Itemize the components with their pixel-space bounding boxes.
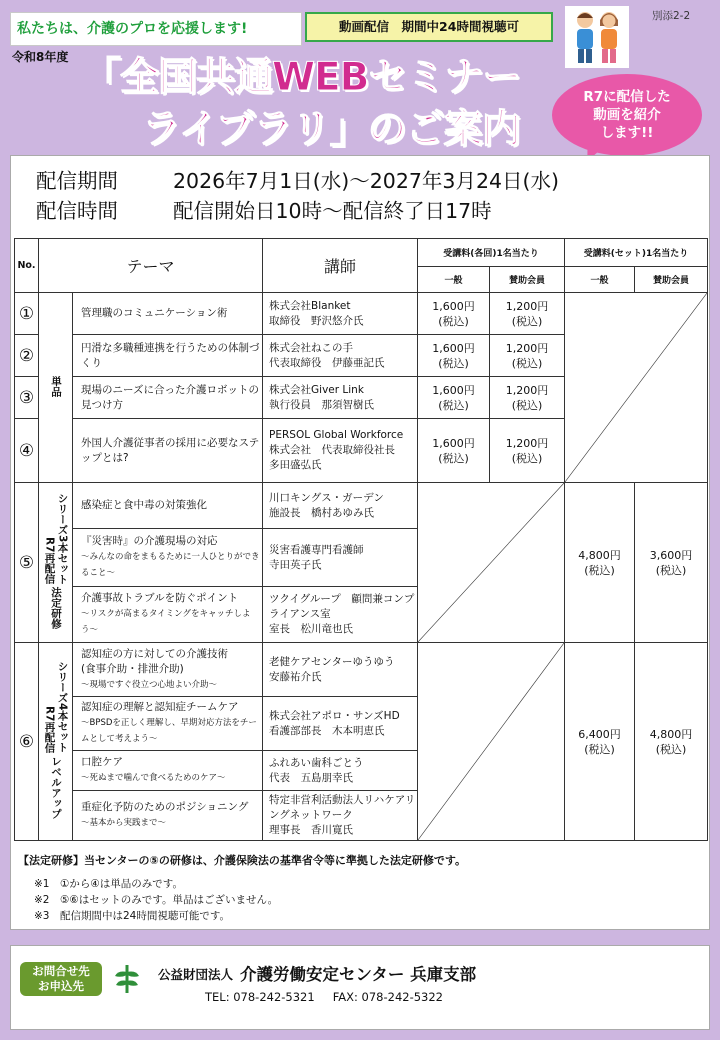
- theme-cell: 外国人介護従事者の採用に必要なステップとは?: [73, 419, 263, 483]
- col-header-member-set: 賛助会員: [635, 267, 708, 293]
- seminar-table: [14, 238, 708, 841]
- organization-logo-icon: [110, 962, 144, 996]
- not-applicable-cell: [565, 293, 708, 483]
- col-header-general-set: 一般: [565, 267, 635, 293]
- bubble-line: します!!: [600, 125, 654, 141]
- footnote-1: ※1 ①から④は単品のみです。: [34, 878, 183, 890]
- set-price-general: 4,800円 (税込): [565, 483, 635, 643]
- price-general: 1,600円 (税込): [418, 419, 490, 483]
- theme-cell: 『災害時』の介護現場の対応 〜みんなの命をまもるために一人ひとりができること〜: [73, 529, 263, 587]
- theme-cell: 認知症の理解と認知症チームケア 〜BPSDを正しく理解し、早期対応方法をチームとして考えよう〜: [73, 697, 263, 751]
- theme-cell: 感染症と食中毒の対策強化: [73, 483, 263, 529]
- col-header-lecturer: 講師: [263, 239, 418, 293]
- legal-training-note: 【法定研修】当センターの⑤の研修は、介護保険法の基準省令等に準拠した法定研修です。: [18, 854, 466, 867]
- badge-line: お申込先: [38, 979, 84, 993]
- table-row: [15, 483, 708, 529]
- price-general: 1,600円 (税込): [418, 293, 490, 335]
- distribution-time: [36, 194, 492, 224]
- footnote-2: ※2 ⑤⑥はセットのみです。単品はございません。: [34, 894, 279, 906]
- phone-number: TEL: 078-242-5321: [205, 990, 315, 1004]
- set6-category-label: R7再配信シリーズ4本セットレベルアップ: [39, 643, 73, 841]
- lecturer-cell: PERSOL Global Workforce 株式会社 代表取締役社長 多田盛弘氏: [263, 419, 418, 483]
- contact-info: [205, 990, 461, 1004]
- bubble-line: R7に配信した: [583, 89, 671, 105]
- single-category-label: 単品: [39, 293, 73, 483]
- not-applicable-cell: [418, 643, 565, 841]
- theme-cell: 円滑な多職種連携を行うための体制づくり: [73, 335, 263, 377]
- theme-cell: 口腔ケア 〜死ぬまで噛んで食べるためのケア〜: [73, 751, 263, 791]
- org-name: 介護労働安定センター 兵庫支部: [240, 965, 477, 984]
- theme-cell: 認知症の方に対しての介護技術 (食事介助・排泄介助) 〜現場ですぐ役立つ心地よい介助〜: [73, 643, 263, 697]
- row-number: ③: [15, 377, 39, 419]
- row-number: ①: [15, 293, 39, 335]
- price-general: 1,600円 (税込): [418, 335, 490, 377]
- time-label: 配信時間: [36, 199, 118, 223]
- col-header-member: 賛助会員: [490, 267, 565, 293]
- table-row: [15, 643, 708, 697]
- badge-line: お問合せ先: [32, 964, 90, 978]
- speech-bubble: [552, 74, 702, 156]
- bubble-line: 動画を紹介: [593, 107, 661, 123]
- col-header-no: No.: [15, 239, 39, 293]
- set-price-general: 6,400円 (税込): [565, 643, 635, 841]
- col-header-fee-set: 受講料(セット)1名当たり: [565, 239, 708, 267]
- price-member: 1,200円 (税込): [490, 377, 565, 419]
- col-header-theme: テーマ: [39, 239, 263, 293]
- lecturer-cell: 株式会社Blanket 取締役 野沢悠介氏: [263, 293, 418, 335]
- period-label: 配信期間: [36, 169, 118, 193]
- row-number: ②: [15, 335, 39, 377]
- tagline: 私たちは、介護のプロを応援します!: [10, 12, 302, 46]
- col-header-general: 一般: [418, 267, 490, 293]
- fiscal-year: 令和8年度: [12, 50, 69, 64]
- price-member: 1,200円 (税込): [490, 335, 565, 377]
- org-type: 公益財団法人: [158, 967, 234, 982]
- page-title-line2: ライブラリ」のご案内: [142, 107, 520, 152]
- set-price-member: 4,800円 (税込): [635, 643, 708, 841]
- page-title-line1: 「全国共通WEBセミナー: [82, 55, 521, 100]
- time-value: 配信開始日10時〜配信終了日17時: [173, 199, 492, 223]
- table-row: [15, 293, 708, 335]
- period-value: 2026年7月1日(水)〜2027年3月24日(水): [173, 169, 560, 193]
- lecturer-cell: 株式会社ねこの手 代表取締役 伊藤亜記氏: [263, 335, 418, 377]
- fax-number: FAX: 078-242-5322: [332, 990, 444, 1004]
- price-general: 1,600円 (税込): [418, 377, 490, 419]
- stream-info-banner: 動画配信 期間中24時間視聴可: [305, 12, 553, 42]
- row-number: ⑥: [15, 643, 39, 841]
- col-header-fee-single: 受講料(各回)1名当たり: [418, 239, 565, 267]
- lecturer-cell: ふれあい歯科ごとう 代表 五島朋幸氏: [263, 751, 418, 791]
- theme-cell: 管理職のコミュニケーション術: [73, 293, 263, 335]
- attachment-label: 別添2-2: [652, 10, 691, 22]
- footnote-3: ※3 配信期間中は24時間視聴可能です。: [34, 910, 230, 922]
- lecturer-cell: ツクイグループ 顧問兼コンプライアンス室 室長 松川竜也氏: [263, 587, 418, 643]
- lecturer-cell: 特定非営利活動法人リハケアリングネットワーク 理事長 香川寛氏: [263, 791, 418, 841]
- people-illustration-icon: [565, 6, 629, 68]
- row-number: ⑤: [15, 483, 39, 643]
- theme-cell: 重症化予防のためのポジショニング 〜基本から実践まで〜: [73, 791, 263, 841]
- theme-cell: 現場のニーズに合った介護ロボットの見つけ方: [73, 377, 263, 419]
- set-price-member: 3,600円 (税込): [635, 483, 708, 643]
- price-member: 1,200円 (税込): [490, 419, 565, 483]
- distribution-period: [36, 164, 559, 194]
- set5-category-label: R7再配信シリーズ3本セット法定研修: [39, 483, 73, 643]
- lecturer-cell: 老健ケアセンターゆうゆう 安藤祐介氏: [263, 643, 418, 697]
- price-member: 1,200円 (税込): [490, 293, 565, 335]
- contact-badge: [20, 962, 102, 996]
- lecturer-cell: 災害看護専門看護師 寺田英子氏: [263, 529, 418, 587]
- theme-cell: 介護事故トラブルを防ぐポイント 〜リスクが高まるタイミングをキャッチしよう〜: [73, 587, 263, 643]
- lecturer-cell: 川口キングス・ガーデン 施設長 橋村あゆみ氏: [263, 483, 418, 529]
- row-number: ④: [15, 419, 39, 483]
- lecturer-cell: 株式会社Giver Link 執行役員 那須智樹氏: [263, 377, 418, 419]
- lecturer-cell: 株式会社アポロ・サンズHD 看護部部長 木本明恵氏: [263, 697, 418, 751]
- not-applicable-cell: [418, 483, 565, 643]
